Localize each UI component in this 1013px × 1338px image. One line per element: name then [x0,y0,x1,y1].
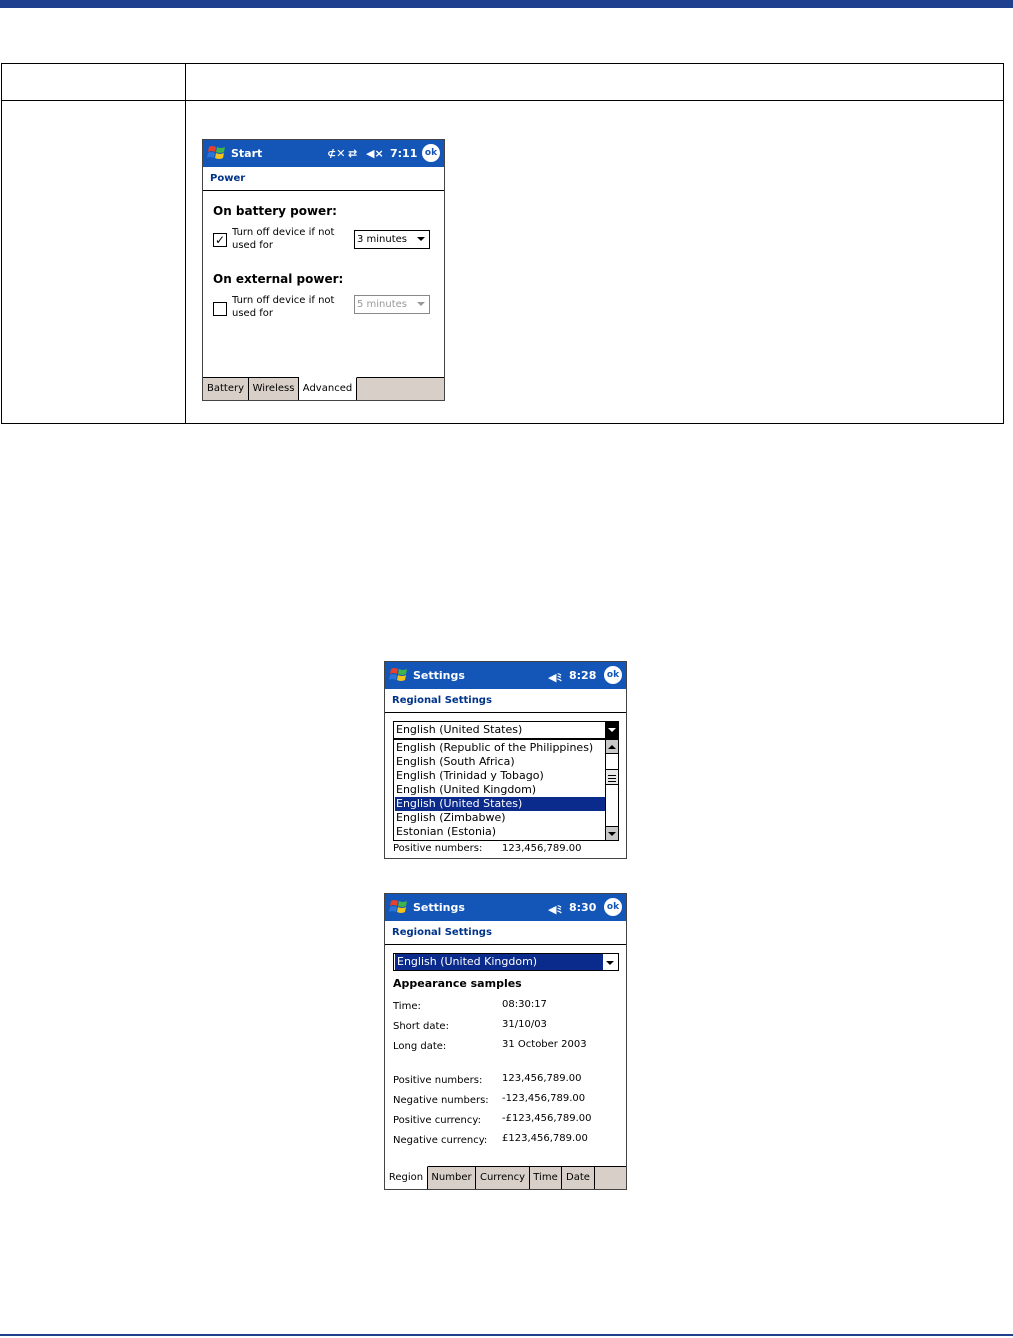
windows-start-icon[interactable] [388,897,410,917]
title-bar [385,894,626,921]
title-label[interactable]: Start [231,147,263,160]
tab-time[interactable]: Time [530,1167,562,1189]
speaker-icon[interactable]: ◀ﾐ [548,671,562,684]
tab-bar [203,377,444,400]
ok-button[interactable]: ok [604,666,622,684]
tab-currency[interactable]: Currency [476,1167,530,1189]
sample-label: Positive currency: [393,1115,481,1126]
title-bar [385,662,626,689]
sample-label: Time: [393,1001,421,1012]
scroll-down-button[interactable] [606,826,618,840]
list-item[interactable]: English (Zimbabwe) [396,811,506,824]
chevron-down-icon [417,237,425,241]
windows-start-icon[interactable] [388,665,410,685]
positive-numbers-value: 123,456,789.00 [502,843,582,854]
power-settings-screen [202,139,445,401]
external-timeout-value: 5 minutes [357,299,408,310]
tab-wireless[interactable]: Wireless [249,378,299,400]
scroll-up-button[interactable] [606,740,618,754]
ok-button[interactable]: ok [422,144,440,162]
page-heading: Power [203,167,444,191]
tab-number[interactable]: Number [428,1167,476,1189]
tab-bar [385,1166,626,1189]
scroll-thumb[interactable] [606,769,618,785]
title-bar [203,140,444,167]
regional-settings-dropdown-screen [384,661,627,859]
sample-value: 123,456,789.00 [502,1073,582,1084]
sample-value: -123,456,789.00 [502,1093,586,1104]
arrow-up-icon [608,745,616,749]
tab-date[interactable]: Date [562,1167,595,1189]
windows-start-icon[interactable] [206,143,228,163]
regional-settings-uk-screen [384,893,627,1190]
region-select[interactable] [393,721,619,739]
tab-battery[interactable]: Battery [203,378,249,400]
battery-timeout-value: 3 minutes [357,234,408,245]
chevron-down-icon [608,728,616,732]
tab-region[interactable]: Region [385,1166,428,1189]
region-selected-value: English (United States) [396,723,523,736]
chevron-down-icon[interactable] [606,961,614,965]
sample-value: -£123,456,789.00 [502,1113,592,1124]
battery-turn-off-checkbox[interactable]: ✓ [214,233,226,247]
external-power-heading: On external power: [213,272,344,286]
top-rule [0,0,1013,8]
ok-button[interactable]: ok [604,898,622,916]
sample-label: Negative currency: [393,1135,488,1146]
arrow-down-icon [608,832,616,836]
page-heading: Regional Settings [385,689,626,713]
clock[interactable]: 8:30 [569,901,597,914]
scrollbar[interactable] [605,740,618,840]
sample-label: Short date: [393,1021,449,1032]
external-timeout-select[interactable] [354,295,430,314]
bottom-rule [0,1334,1013,1336]
list-item[interactable]: English (South Africa) [396,755,515,768]
battery-checkbox-label-1: Turn off device if not [232,227,335,238]
speaker-muted-icon[interactable]: ◀× [366,147,384,160]
clock[interactable]: 7:11 [390,147,418,160]
sample-value: 31/10/03 [502,1019,547,1030]
battery-checkbox-label-2: used for [232,240,273,251]
dropdown-button[interactable] [605,722,618,738]
external-turn-off-checkbox[interactable] [213,302,227,316]
speaker-icon[interactable]: ◀ﾐ [548,903,562,916]
chevron-down-icon [417,302,425,306]
title-label[interactable]: Settings [413,669,465,682]
no-signal-icon[interactable]: ⊄✕ [327,147,346,160]
sample-value: 08:30:17 [502,999,547,1010]
positive-numbers-label: Positive numbers: [393,843,483,854]
list-item[interactable]: English (Trinidad y Tobago) [396,769,544,782]
appearance-samples-heading: Appearance samples [393,977,522,990]
sample-value: 31 October 2003 [502,1039,587,1050]
tab-advanced[interactable]: Advanced [299,377,357,400]
external-checkbox-label-1: Turn off device if not [232,295,335,306]
table-header-row [2,64,1003,101]
clock[interactable]: 8:28 [569,669,597,682]
list-item-selected[interactable]: English (United States) [395,797,605,811]
document-table [1,63,1004,424]
region-select[interactable] [393,953,619,971]
sample-label: Positive numbers: [393,1075,483,1086]
list-item[interactable]: English (United Kingdom) [396,783,537,796]
sample-label: Negative numbers: [393,1095,489,1106]
battery-timeout-select[interactable] [354,230,430,249]
sample-value: £123,456,789.00 [502,1133,588,1144]
table-column-divider [185,64,186,423]
region-options-list[interactable] [393,739,619,841]
list-item[interactable]: English (Republic of the Philippines) [396,741,594,754]
battery-power-heading: On battery power: [213,204,337,218]
sample-label: Long date: [393,1041,447,1052]
title-label[interactable]: Settings [413,901,465,914]
connectivity-icon[interactable]: ⇄ [348,147,358,160]
page-heading: Regional Settings [385,921,626,945]
region-selected-value: English (United Kingdom) [395,954,603,970]
external-checkbox-label-2: used for [232,308,273,319]
list-item[interactable]: Estonian (Estonia) [396,825,497,838]
